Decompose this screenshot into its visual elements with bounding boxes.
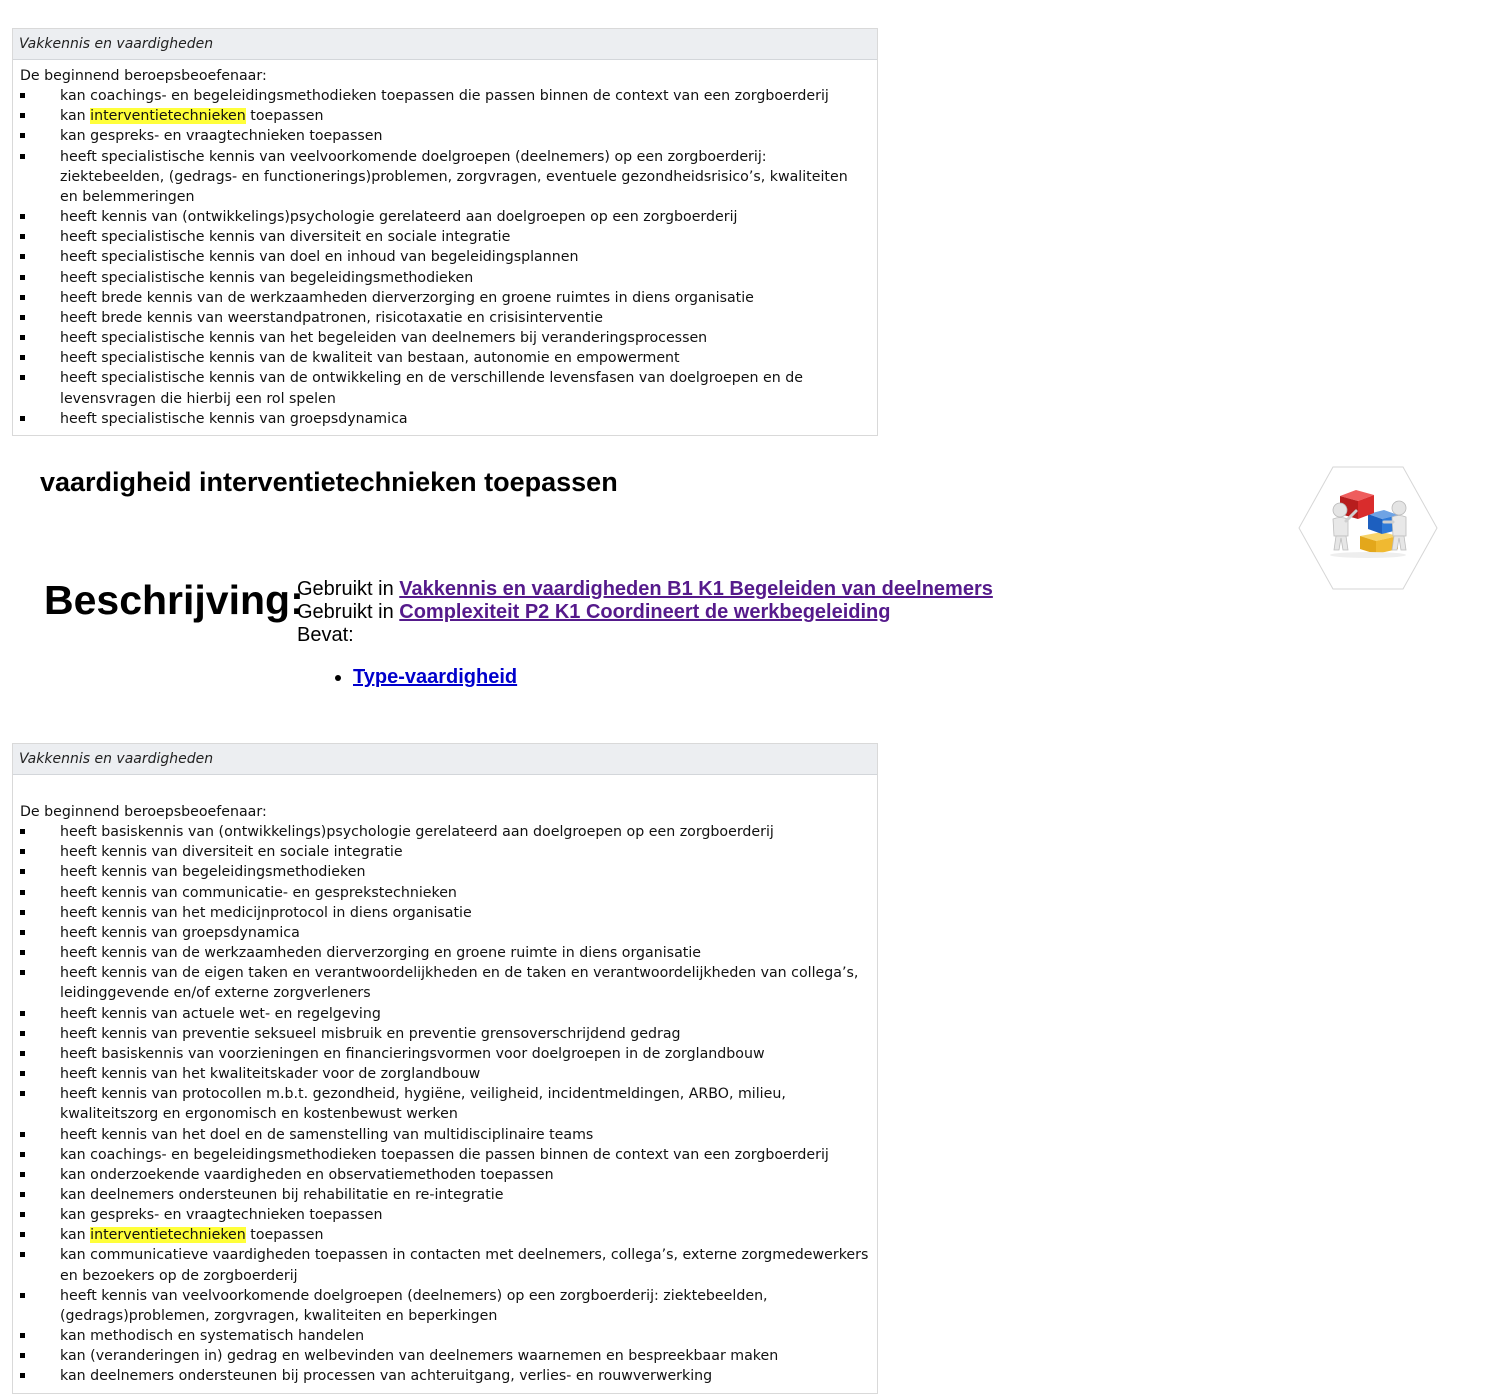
item-text: kan gespreks- en vraagtechnieken toepassen [60,128,383,145]
link-vakkennis-b1-k1[interactable]: Vakkennis en vaardigheden B1 K1 Begeleiden van deelnemers [399,578,993,600]
list-item [20,86,869,106]
list-item [20,1205,869,1225]
item-text: heeft specialistische kennis van de ontwikkeling en de verschillende levensfasen van doelgroepen en de levensvragen die hierbij een rol spelen [60,370,803,407]
competency-list [20,822,869,1386]
list-item [20,1346,869,1366]
item-text: heeft specialistische kennis van diversiteit en sociale integratie [60,229,511,246]
list-item [20,1084,869,1124]
used-in-line-1 [297,578,993,601]
description-label: Beschrijving: [44,577,304,623]
item-text: heeft kennis van groepsdynamica [60,924,300,941]
item-text: heeft basiskennis van voorzieningen en financieringsvormen voor doelgroepen in de zorglandbouw [60,1045,765,1062]
item-text: kan (veranderingen in) gedrag en welbevinden van deelnemers waarnemen en bespreekbaar maken [60,1348,779,1365]
contains-list [297,666,993,689]
item-text: heeft brede kennis van de werkzaamheden dierverzorging en groene ruimtes in diens organisatie [60,289,754,306]
puzzle-cubes-people-icon [1298,466,1438,590]
page-title: vaardigheid interventietechnieken toepassen [40,467,618,497]
item-text-suffix: toepassen [245,108,324,125]
list-item [20,368,869,408]
list-item [20,409,869,429]
panel-intro: De beginnend beroepsbeoefenaar: [20,68,267,84]
link-complexiteit-p2-k1[interactable]: Complexiteit P2 K1 Coordineert de werkbegeleiding [399,601,891,623]
list-item [20,1326,869,1346]
item-text: kan deelnemers ondersteunen bij rehabilitatie en re-integratie [60,1186,504,1203]
item-text: kan communicatieve vaardigheden toepassen in contacten met deelnemers, collega’s, externe zorgmedewerkers en bezoekers op de zorgboerderij [60,1247,869,1284]
list-item [20,1245,869,1285]
list-item [20,1004,869,1024]
highlighted-term: interventietechnieken [90,1227,246,1244]
list-item [20,883,869,903]
list-item [20,1064,869,1084]
item-text: kan coachings- en begeleidingsmethodieken toepassen die passen binnen de context van een zorgboerderij [60,88,829,105]
list-item [20,963,869,1003]
list-item [20,903,869,923]
item-text: heeft kennis van de eigen taken en verantwoordelijkheden en de taken en verantwoordelijkheden van collega’s, leidinggevende en/of externe zorgverleners [60,965,859,1002]
item-text: heeft brede kennis van weerstandpatronen, risicotaxatie en crisisinterventie [60,309,603,326]
used-in-prefix: Gebruikt in [297,601,400,623]
panel-header: Vakkennis en vaardigheden [13,29,877,60]
list-item [20,106,869,126]
list-item [20,268,869,288]
competency-list [20,86,869,429]
list-item [20,842,869,862]
item-text: kan deelnemers ondersteunen bij processen van achteruitgang, verlies- en rouwverwerking [60,1368,713,1385]
list-item [20,862,869,882]
list-item [20,1225,869,1245]
description-block [297,578,993,689]
list-item [20,207,869,227]
item-text: kan onderzoekende vaardigheden en observatiemethoden toepassen [60,1166,554,1183]
item-text: heeft specialistische kennis van het begeleiden van deelnemers bij veranderingsprocessen [60,330,708,347]
list-item [20,1185,869,1205]
item-text: kan [60,108,91,125]
panel-body [13,775,877,1393]
item-text: heeft kennis van het doel en de samenstelling van multidisciplinaire teams [60,1126,594,1143]
list-item [20,923,869,943]
used-in-prefix: Gebruikt in [297,578,400,600]
list-item [20,126,869,146]
item-text: kan [60,1227,91,1244]
panel-body [13,60,877,435]
list-item [20,308,869,328]
item-text: kan methodisch en systematisch handelen [60,1328,365,1345]
competency-panel-top [12,28,878,436]
list-item [20,1044,869,1064]
item-text: heeft specialistische kennis van de kwaliteit van bestaan, autonomie en empowerment [60,350,680,367]
item-text: heeft kennis van het medicijnprotocol in diens organisatie [60,904,472,921]
item-text: heeft specialistische kennis van veelvoorkomende doelgroepen (deelnemers) op een zorgboerderij: ziektebeelden, (gedrags- en functionerings)problemen, zorgvragen, eventuele gezondheidsrisico’s, kwaliteiten en belemmeringen [60,148,848,205]
panel-header: Vakkennis en vaardigheden [13,744,877,775]
list-item [20,288,869,308]
panel-intro: De beginnend beroepsbeoefenaar: [20,804,267,820]
competency-panel-bottom [12,743,878,1394]
item-text: heeft kennis van de werkzaamheden dierverzorging en groene ruimte in diens organisatie [60,945,702,962]
item-text: heeft kennis van het kwaliteitskader voor de zorglandbouw [60,1066,481,1083]
contains-label: Bevat: [297,624,354,646]
item-text: heeft kennis van diversiteit en sociale integratie [60,844,403,861]
list-item [20,348,869,368]
item-text: heeft kennis van communicatie- en gesprekstechnieken [60,884,457,901]
item-text: heeft specialistische kennis van doel en inhoud van begeleidingsplannen [60,249,579,266]
item-text: heeft specialistische kennis van groepsdynamica [60,410,408,427]
item-text: heeft kennis van veelvoorkomende doelgroepen (deelnemers) op een zorgboerderij: ziektebeelden, (gedrags)problemen, zorgvragen, kwaliteiten en beperkingen [60,1287,768,1324]
list-item [353,666,993,689]
item-text: kan coachings- en begeleidingsmethodieken toepassen die passen binnen de context van een zorgboerderij [60,1146,829,1163]
list-item [20,1286,869,1326]
list-item [20,328,869,348]
used-in-line-2 [297,601,993,624]
list-item [20,247,869,267]
list-item [20,1145,869,1165]
list-item [20,1125,869,1145]
list-item [20,1024,869,1044]
item-text: heeft kennis van actuele wet- en regelgeving [60,1005,381,1022]
link-type-vaardigheid[interactable]: Type-vaardigheid [353,666,518,688]
item-text: heeft kennis van begeleidingsmethodieken [60,864,366,881]
item-text: heeft kennis van (ontwikkelings)psychologie gerelateerd aan doelgroepen op een zorgboerderij [60,209,738,226]
list-item [20,1366,869,1386]
item-text: heeft specialistische kennis van begeleidingsmethodieken [60,269,474,286]
item-text-suffix: toepassen [245,1227,324,1244]
item-text: kan gespreks- en vraagtechnieken toepassen [60,1207,383,1224]
item-text: heeft kennis van protocollen m.b.t. gezondheid, hygiëne, veiligheid, incidentmeldingen, ARBO, milieu, kwaliteitszorg en ergonomisch en kostenbewust werken [60,1086,786,1123]
list-item [20,227,869,247]
list-item [20,147,869,207]
list-item [20,822,869,842]
item-text: heeft kennis van preventie seksueel misbruik en preventie grensoverschrijdend gedrag [60,1025,681,1042]
list-item [20,943,869,963]
item-text: heeft basiskennis van (ontwikkelings)psychologie gerelateerd aan doelgroepen op een zorgboerderij [60,824,774,841]
highlighted-term: interventietechnieken [90,108,246,125]
list-item [20,1165,869,1185]
